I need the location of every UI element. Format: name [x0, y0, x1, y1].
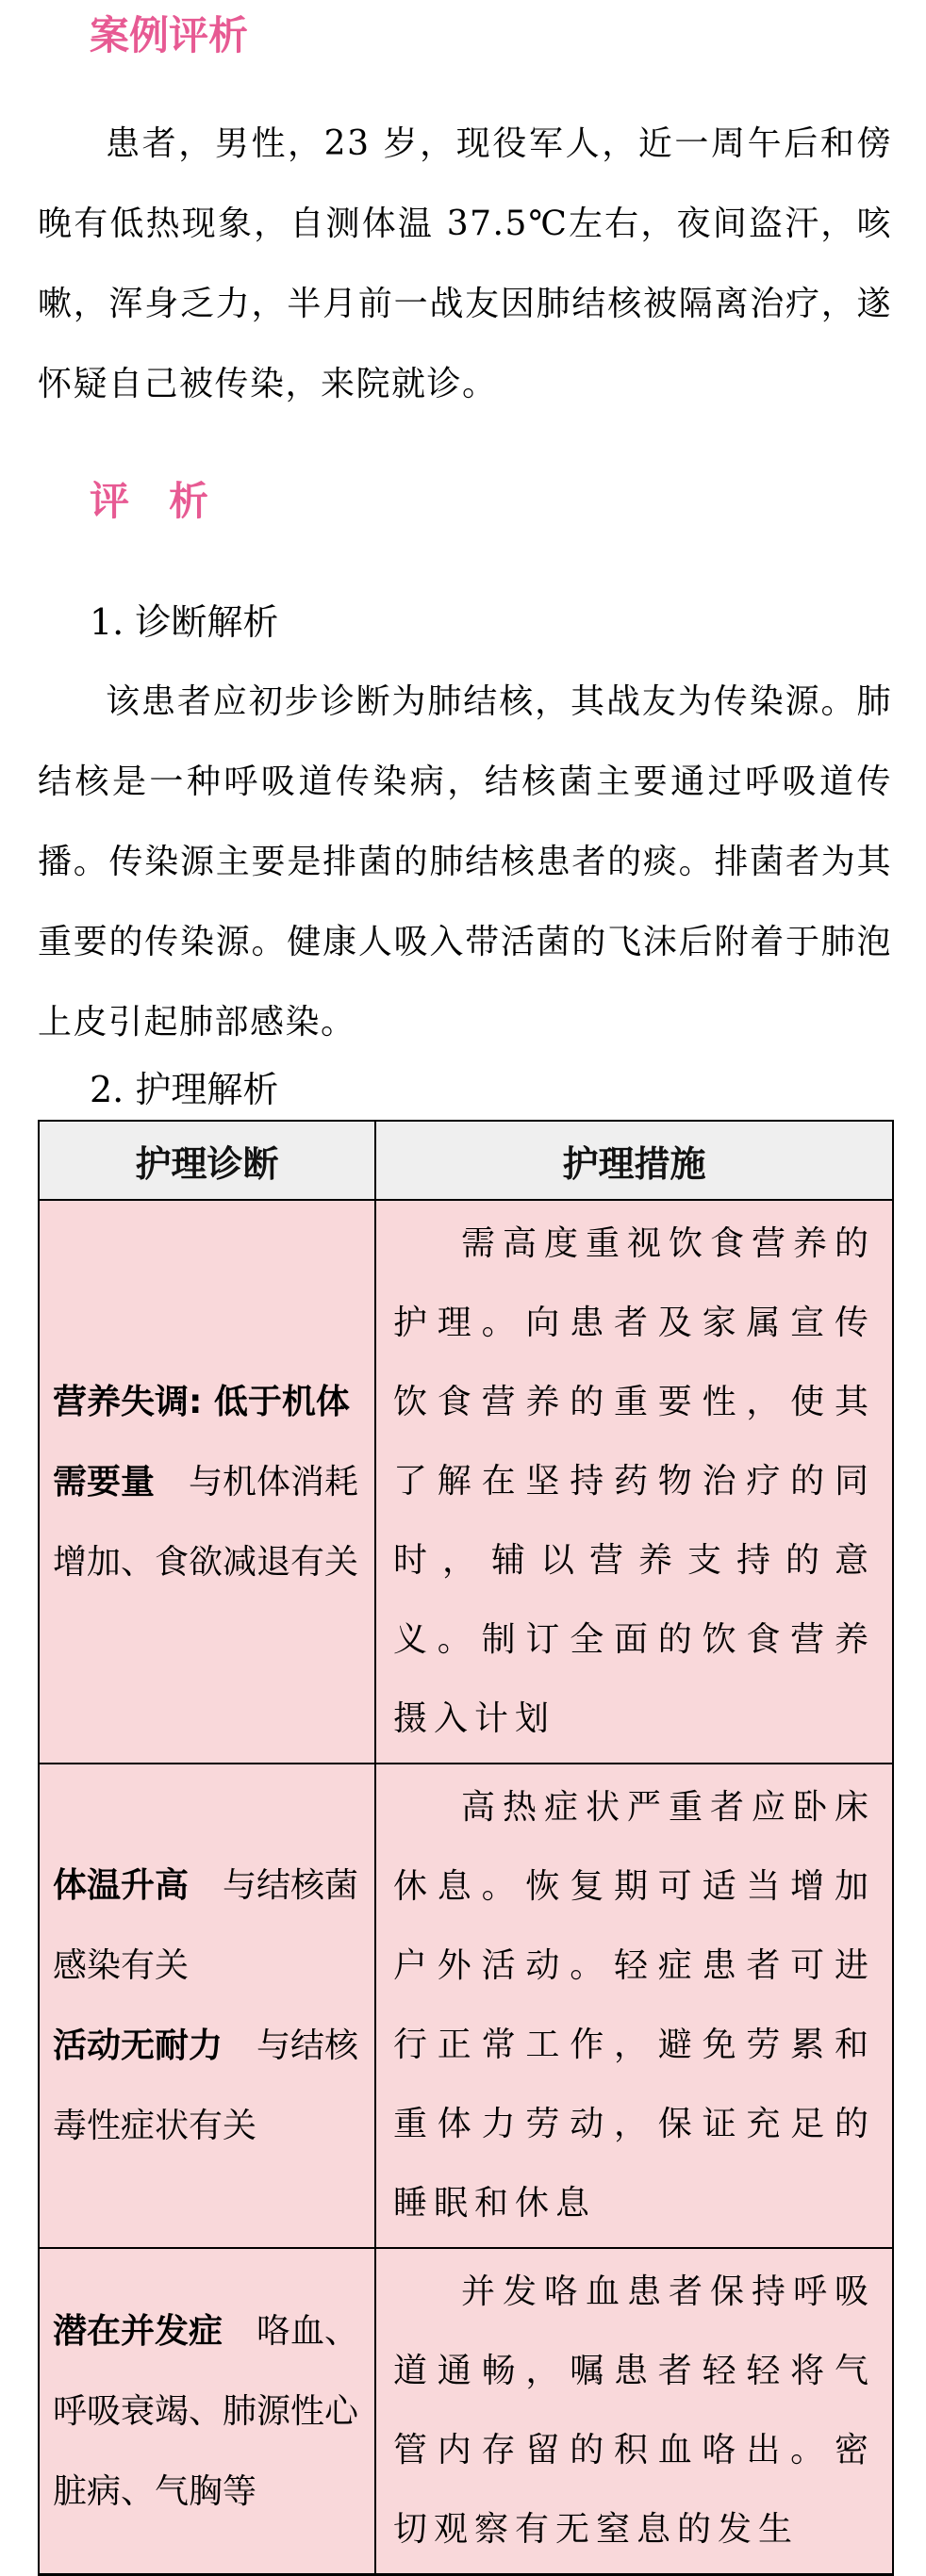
measure-text: 需高度重视饮食营养的护理。向患者及家属宣传饮食营养的重要性，使其了解在坚持药物治疗的同时，辅以营养支持的意义。制订全面的饮食营养摄入计划 — [393, 1224, 875, 1739]
diagnosis-paragraph: 该患者应初步诊断为肺结核，其战友为传染源。肺结核是一种呼吸道传染病，结核菌主要通过呼吸道传播。传染源主要是排菌的肺结核患者的痰。排菌者为其重要的传染源。健康人吸入带活菌的飞沫后附着于肺泡上皮引起肺部感染。 — [38, 681, 892, 1042]
diagnosis-detail: 咯血、呼吸衰竭、肺源性心脏病、气胸等 — [53, 2311, 359, 2511]
measure-text: 并发咯血患者保持呼吸道通畅，嘱患者轻轻将气管内存留的积血咯出。密切观察有无窒息的发生 — [393, 2272, 875, 2550]
review-section-title: 评 析 — [90, 478, 209, 525]
measure-cell — [375, 2248, 893, 2575]
case-description-paragraph: 患者，男性，23 岁，现役军人，近一周午后和傍晚有低热现象，自测体温 37.5℃左右，夜间盗汗，咳嗽，浑身乏力，半月前一战友因肺结核被隔离治疗，遂怀疑自己被传染，来院就诊。 — [38, 124, 892, 404]
column-header-diagnosis: 护理诊断 — [39, 1121, 375, 1200]
diagnosis-cell — [39, 1764, 375, 2248]
measure-cell — [375, 1764, 893, 2248]
case-section-title: 案例评析 — [90, 12, 249, 58]
table-row — [39, 1200, 893, 1764]
diagnosis-entry — [53, 1846, 367, 2006]
diagnosis-detail: 与结核毒性症状有关 — [53, 2026, 359, 2146]
diagnosis-cell — [39, 1200, 375, 1764]
table-body — [39, 1200, 893, 2575]
diagnosis-subhead: 1. 诊断解析 — [90, 600, 279, 643]
diagnosis-term: 营养失调: 低于机体需要量 — [53, 1382, 350, 1501]
measure-cell — [375, 1200, 893, 1764]
table-header-row — [39, 1121, 893, 1200]
diagnosis-entry — [53, 1362, 367, 1602]
diagnosis-cell — [39, 2248, 375, 2575]
table-row — [39, 1764, 893, 2248]
diagnosis-entry — [53, 2291, 367, 2532]
diagnosis-detail: 与结核菌感染有关 — [53, 1866, 359, 1986]
nursing-subhead: 2. 护理解析 — [90, 1068, 279, 1110]
diagnosis-detail: 与机体消耗增加、食欲减退有关 — [53, 1462, 359, 1582]
nursing-care-table — [38, 1120, 894, 2576]
diagnosis-term: 活动无耐力 — [53, 2026, 223, 2066]
measure-text: 高热症状严重者应卧床休息。恢复期可适当增加户外活动。轻症患者可进行正常工作，避免劳累和重体力劳动，保证充足的睡眠和休息 — [393, 1788, 875, 2223]
column-header-measures: 护理措施 — [375, 1121, 893, 1200]
diagnosis-term: 体温升高 — [53, 1866, 190, 1906]
diagnosis-term: 潜在并发症 — [53, 2311, 223, 2351]
diagnosis-entry — [53, 2006, 367, 2166]
table-row — [39, 2248, 893, 2575]
